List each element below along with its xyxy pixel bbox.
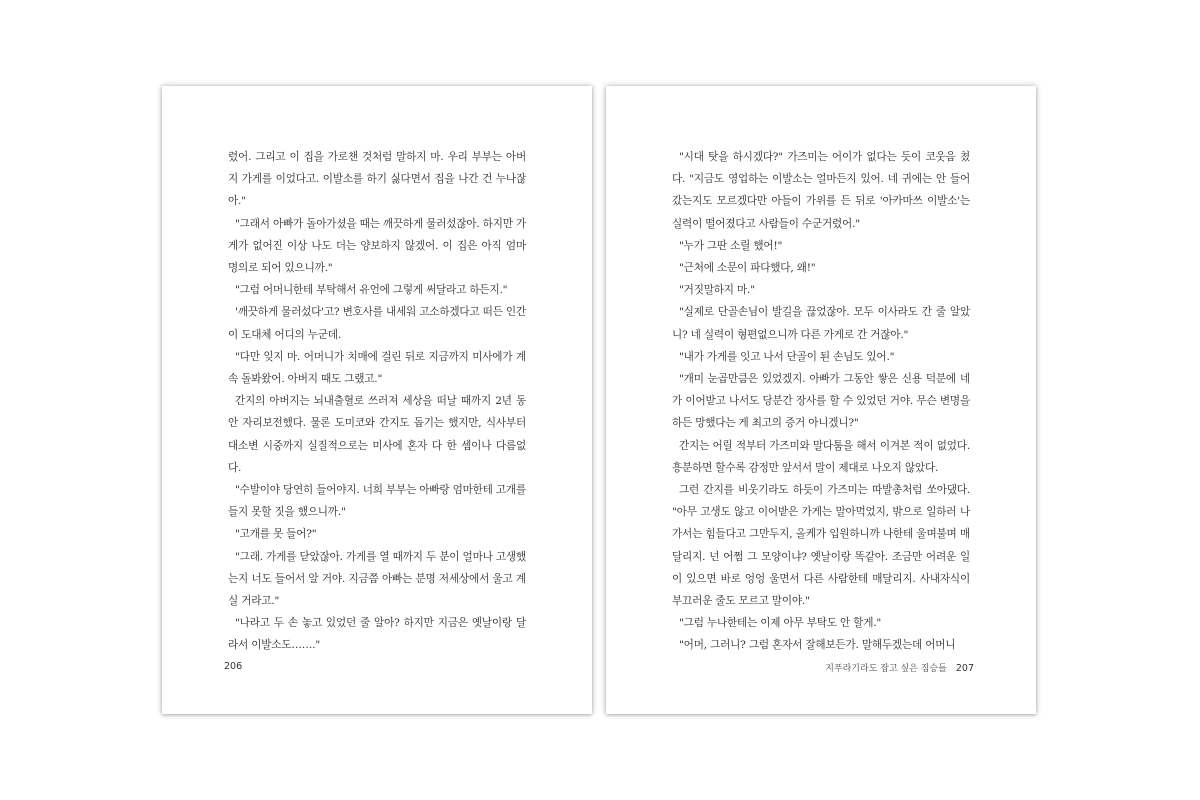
right-page-text	[672, 146, 970, 657]
page-number: 206	[224, 661, 243, 672]
paragraph: "실제로 단골손님이 발길을 끊었잖아. 모두 이사라도 간 줄 알았니? 네 실력이 형편없으니까 다른 가게로 간 거잖아."	[672, 306, 970, 341]
paragraph: "시대 탓을 하시겠다?" 가즈미는 어이가 없다는 듯이 코웃음 쳤다. "지금도 영업하는 이발소는 얼마든지 있어. 네 귀에는 안 들어갔는지도 모르겠다만 아들이 가위를 든 뒤로 '아카마쓰 이발소'는 실력이 떨어졌다고 사람들이 수군거렸어."	[672, 151, 970, 230]
paragraph: "그럼 누나한테는 이제 아무 부탁도 안 할게."	[679, 617, 882, 630]
paragraph: '깨끗하게 물러섰다'고? 변호사를 내세워 고소하겠다고 떠든 인간이 도대체 어디의 누군데.	[228, 306, 526, 341]
paragraph: "개미 눈곱만큼은 있었겠지. 아빠가 그동안 쌓은 신용 덕분에 네가 이어받고 나서도 당분간 장사를 할 수 있었던 거야. 무슨 변명을 하든 망했다는 게 최고의 증거 아니겠니?"	[672, 373, 970, 430]
paragraph: "어머, 그러니? 그럼 혼자서 잘해보든가. 말해두겠는데 어머니	[679, 639, 956, 652]
paragraph: "고개를 못 들어?"	[235, 528, 317, 541]
paragraph: 간지의 아버지는 뇌내출혈로 쓰러져 세상을 떠날 때까지 2년 동안 자리보전했다. 물론 도미코와 간지도 돕기는 했지만, 식사부터 대소변 시중까지 실질적으로는 미사에 혼자 다 한 셈이나 다름없다.	[228, 395, 526, 474]
paragraph: "내가 가게를 잇고 나서 단골이 된 손님도 있어."	[679, 350, 895, 363]
right-page	[606, 86, 1036, 714]
paragraph: "다만 잊지 마. 어머니가 치매에 걸린 뒤로 지금까지 미사에가 계속 돌봐왔어. 아버지 때도 그랬고."	[228, 350, 526, 386]
paragraph: 렸어. 그리고 이 집을 가로챈 것처럼 말하지 마. 우리 부부는 아버지 가게를 이었다고. 이발소를 하기 싫다면서 집을 나간 건 누나잖아."	[228, 151, 526, 208]
paragraph: "수발이야 당연히 들어야지. 너희 부부는 아빠랑 엄마한테 고개를 들지 못할 짓을 했으니까."	[228, 484, 526, 519]
paragraph: "그래. 가게를 닫았잖아. 가게를 열 때까지 두 분이 얼마나 고생했는지 너도 들어서 알 거야. 지금쯤 아빠는 분명 저세상에서 울고 계실 거라고."	[228, 550, 526, 608]
page-footer-right	[825, 661, 974, 674]
paragraph: "거짓말하지 마."	[679, 284, 755, 297]
running-head: 지푸라기라도 잡고 싶은 짐승들	[825, 664, 947, 674]
left-page	[162, 86, 592, 714]
paragraph: "누가 그딴 소릴 했어!"	[679, 239, 783, 252]
paragraph: "그럼 어머니한테 부탁해서 유언에 그렇게 써달라고 하든지."	[235, 284, 508, 297]
paragraph: "나라고 두 손 놓고 있었던 줄 알아? 하지만 지금은 옛날이랑 달라서 이발소도……."	[228, 617, 526, 652]
paragraph: "근처에 소문이 파다했다, 왜!"	[679, 262, 816, 275]
page-number-left	[224, 661, 242, 672]
page-number: 207	[955, 663, 974, 674]
paragraph: 간지는 어릴 적부터 가즈미와 말다툼을 해서 이겨본 적이 없었다. 흥분하면 할수록 감정만 앞서서 말이 제대로 나오지 않았다.	[672, 439, 970, 474]
paragraph: 그런 간지를 비웃기라도 하듯이 가즈미는 따발총처럼 쏘아댔다. "아무 고생도 않고 이어받은 가게는 말아먹었지, 밖으로 일하러 나가서는 힘들다고 그만두지, 올케가 입원하니까 나한테 울며불며 매달리지. 넌 어쩜 그 모양이냐? 옛날이랑 똑같아. 조금만 어려운 일이 있으면 바로 엉엉 울면서 다른 사람한테 매달리지. 사내자식이 부끄러운 줄도 모르고 말이야."	[672, 484, 970, 608]
paragraph: "그래서 아빠가 돌아가셨을 때는 깨끗하게 물러섰잖아. 하지만 가게가 없어진 이상 나도 더는 양보하지 않겠어. 이 집은 아직 엄마 명의로 되어 있으니까."	[228, 217, 526, 275]
left-page-text	[228, 146, 526, 657]
